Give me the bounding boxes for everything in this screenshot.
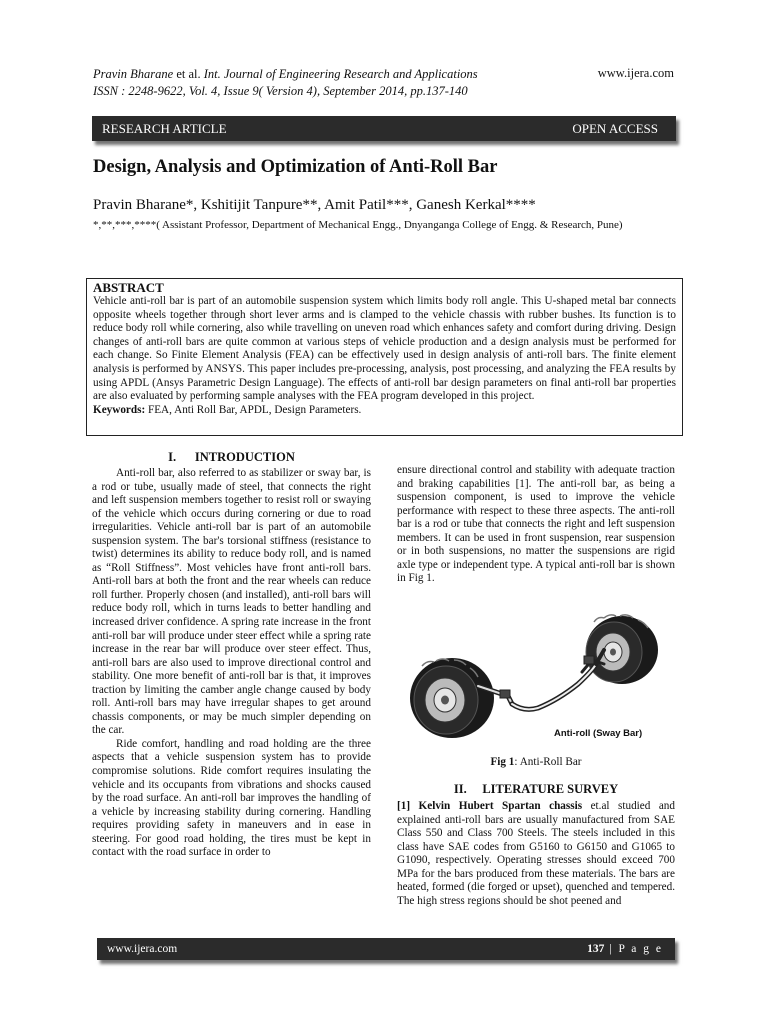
header-website: www.ijera.com bbox=[597, 66, 674, 80]
reference-1-title: [1] Kelvin Hubert Spartan chassis bbox=[397, 800, 583, 812]
footer-page bbox=[587, 943, 663, 955]
intro-left-column bbox=[92, 467, 371, 860]
header-issn: ISSN : 2248-9622, Vol. 4, Issue 9( Version 4), September 2014, pp.137-140 bbox=[93, 84, 468, 98]
footer-website: www.ijera.com bbox=[107, 943, 178, 955]
section-heading-literature-survey: II. LITERATURE SURVEY bbox=[453, 782, 619, 796]
rear-wheel bbox=[586, 615, 658, 684]
abstract-text: Vehicle anti-roll bar is part of an automobile suspension system which limits body roll angle. This U-shaped metal bar connects opposite wheels together through short lever arms and is clamped to the vehicle chassis with rubber bushes. Its function is to reduce body roll while cornering, also while travelling on uneven road which enhances safety and comfort during driving. Design changes of anti-roll bars are quite common at various steps of vehicle production and a design analysis must be performed for each change. So Finite Element Analysis (FEA) can be effectively used in design analysis of anti-roll bars. The finite element analysis is performed by ANSYS. This paper includes pre-processing, analysis, post processing, and analyzing the FEA results by using APDL (Ansys Parametric Design Language). The effects of anti-roll bar design parameters on final anti-roll bar properties are also evaluated by performing sample analyses with the FEA program developed in this project. bbox=[93, 295, 676, 403]
caption-text: : Anti-Roll Bar bbox=[514, 756, 582, 768]
anti-roll-bar-figure bbox=[408, 612, 666, 752]
banner-research-article: RESEARCH ARTICLE bbox=[102, 120, 227, 136]
anti-roll-bar-illustration bbox=[408, 612, 666, 752]
intro-right-column bbox=[397, 464, 675, 586]
page-word: | P a g e bbox=[604, 943, 663, 955]
page-number: 137 bbox=[587, 943, 605, 955]
literature-survey-text bbox=[397, 800, 675, 908]
figure-inline-label: Anti-roll (Sway Bar) bbox=[554, 728, 643, 739]
affiliation: *,**,***,****( Assistant Professor, Department of Mechanical Engg., Dnyanganga College of Engg. & Research, Pune) bbox=[93, 219, 623, 231]
article-type-banner bbox=[92, 116, 676, 141]
front-wheel bbox=[410, 658, 494, 738]
intro-paragraph-2: Ride comfort, handling and road holding are the three aspects that a vehicle suspension system has to provide compromise solutions. Ride comfort requires insulating the vehicle and its occupants from vibrations and shocks caused by the road surface. An anti-roll bar improves the handling of a vehicle by increasing stability during cornering. Handling requires providing safety in maneuvers and in ease in steering. For good road holding, the tires must be kept in contact with the road surface in order to bbox=[92, 737, 371, 859]
figure-caption bbox=[397, 756, 675, 768]
abstract-heading: ABSTRACT bbox=[93, 280, 164, 295]
abstract-body bbox=[93, 295, 676, 417]
paper-title: Design, Analysis and Optimization of Anti-Roll Bar bbox=[93, 157, 498, 177]
reference-1-text: et.al studied and explained anti-roll bars are usually manufactured from SAE Class 550 and Class 700 Steels. The steels included in this class have SAE codes from G5160 to G6150 and G1065 to G1090, respectively. Operating stresses should exceed 700 MPa for the bars produced from these materials. The bars are heated, formed (die forged or upset), quenched and tempered. The high stress regions should be shot peened and bbox=[397, 800, 675, 907]
journal-citation-line bbox=[93, 66, 478, 83]
sway-bar bbox=[478, 650, 604, 709]
running-header bbox=[93, 66, 478, 100]
intro-paragraph-3: ensure directional control and stability with adequate traction and braking capabilities [1]. The anti-roll bar, as being a suspension component, is used to improve the vehicle performance with respect to these three aspects. The anti-roll bar is a rod or tube that connects the right and left suspension members. It can be used in front suspension, rear suspension or in both suspensions, no matter the suspensions are rigid axle type or independent type. A typical anti-roll bar is shown in Fig 1. bbox=[397, 464, 675, 585]
header-author: Pravin Bharane bbox=[93, 67, 174, 81]
keywords-label: Keywords: bbox=[93, 403, 146, 416]
intro-paragraph-1: Anti-roll bar, also referred to as stabilizer or sway bar, is a rod or tube, usually made of steel, that connects the right and left suspension members together to resist roll or swaying of the vehicle which occurs during cornering or due to road irregularities. Vehicle anti-roll bar is part of an automobile suspension system. The bar's torsional stiffness (resistance to twist) determines its ability to reduce body roll, and is named as “Roll Stiffness”. Most vehicles have front anti-roll bars. Anti-roll bars at both the front and the rear wheels can reduce roll further. Properly chosen (and installed), anti-roll bars will reduce body roll, which in turns leads to better handling and increased driver confidence. A spring rate increase in the front anti-roll bar will produce under steer effect while a spring rate increase in the rear bar will produce over steer effect. Thus, anti-roll bars are also used to improve directional control and stability. One more benefit of anti-roll bar is that, it improves traction by limiting the camber angle change caused by body roll. Anti-roll bars may have irregular shapes to get around chassis components, or may be much simpler depending on the car. bbox=[92, 467, 371, 737]
header-etal: et al. bbox=[173, 67, 201, 81]
keywords-text: FEA, Anti Roll Bar, APDL, Design Parameters. bbox=[145, 403, 362, 416]
author-list: Pravin Bharane*, Kshitijit Tanpure**, Amit Patil***, Ganesh Kerkal**** bbox=[93, 197, 536, 213]
caption-label: Fig 1 bbox=[490, 756, 515, 768]
abstract-box bbox=[86, 278, 683, 436]
page-footer bbox=[97, 938, 675, 960]
header-journal: Int. Journal of Engineering Research and Applications bbox=[200, 67, 478, 81]
banner-open-access: OPEN ACCESS bbox=[572, 120, 658, 136]
section-heading-introduction: I. INTRODUCTION bbox=[168, 450, 295, 464]
